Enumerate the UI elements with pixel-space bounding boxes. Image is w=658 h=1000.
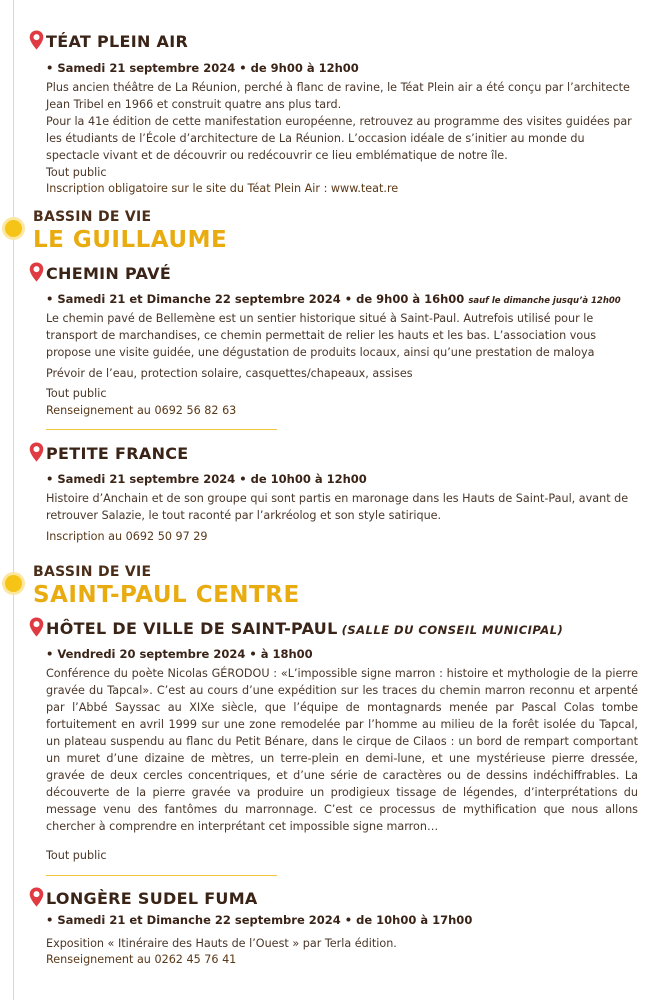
basin-label-saint-paul: BASSIN DE VIE bbox=[33, 564, 152, 580]
timeline-dot bbox=[5, 220, 22, 237]
event-title-teat: TÉAT PLEIN AIR bbox=[46, 32, 189, 51]
event-date-hotel-de-ville: • Vendredi 20 septembre 2024 • à 18h00 bbox=[46, 647, 313, 661]
event-audience-chemin: Tout public bbox=[46, 387, 107, 400]
event-title-petite-france: PETITE FRANCE bbox=[46, 444, 189, 463]
location-pin-icon bbox=[29, 617, 44, 637]
event-date-petite-france: • Samedi 21 septembre 2024 • de 10h00 à 12h00 bbox=[46, 472, 367, 486]
event-description-petite-france: Histoire d’Anchain et de son groupe qui sont partis en maronage dans les Hauts de Saint-Paul, avant de retrouver Salazie, le tout raconté par l’arkréolog et son style satirique. bbox=[46, 492, 629, 522]
event-date-longere: • Samedi 21 et Dimanche 22 septembre 2024 • de 10h00 à 17h00 bbox=[46, 913, 473, 927]
event-description-hotel-de-ville: Conférence du poète Nicolas GÉRODOU : «L’impossible signe marron : histoire et mythologie de la pierre gravée du Tapcal». C’est au cours d’une expédition sur les traces du chemin marron reconnu et arpenté par l’Abbé Sayssac au XIXe siècle, que l’équipe de montagnards menée par Pascal Colas tombe fortuitement en avril 1999 sur une zone remodelée par l’homme au milieu de la forêt isolée du Tapcal, un plateau suspendu au flanc du Petit Bénare, dans le cirque de Cilaos : un bord de rempart comportant un muret d’une dizaine de mètres, un terre-plein en demi-lune, et une mystérieuse pierre dressée, gravée de deux cercles concentriques, et d’une série de caractères ou de dessins indéchiffrables. La découverte de la pierre gravée va produire un prodigieux tissage de légendes, d’interprétations du message venu des fantômes du marronnage. C’est ce processus de mythification que nous allons chercher à comprendre en interprétant cet impossible signe marron… bbox=[46, 667, 638, 833]
event-date-teat: • Samedi 21 septembre 2024 • de 9h00 à 12h00 bbox=[46, 61, 359, 75]
event-title-chemin: CHEMIN PAVÉ bbox=[46, 264, 172, 283]
divider bbox=[46, 875, 277, 876]
event-audience-teat: Tout public bbox=[46, 166, 107, 179]
event-title-hotel-de-ville bbox=[46, 619, 563, 638]
event-audience-hotel-de-ville: Tout public bbox=[46, 849, 107, 862]
event-description-longere: Exposition « Itinéraire des Hauts de l’Ouest » par Terla édition. bbox=[46, 937, 397, 950]
event-description-chemin: Le chemin pavé de Bellemène est un sentier historique situé à Saint-Paul. Autrefois utilisé pour le transport de marchandises, ce chemin permettait de relier les hauts et les bas. L’association vous propose une visite guidée, une dégustation de produits locaux, ainsi qu’une prestation de maloya bbox=[46, 312, 597, 359]
event-info-longere: Renseignement au 0262 45 76 41 bbox=[46, 953, 237, 966]
basin-label-guillaume: BASSIN DE VIE bbox=[33, 209, 152, 225]
location-pin-icon bbox=[29, 30, 44, 50]
event-title-longere: LONGÈRE SUDEL FUMA bbox=[46, 889, 258, 908]
event-title-hotel-de-ville-text: HÔTEL DE VILLE DE SAINT-PAUL bbox=[46, 619, 338, 638]
event-info-petite-france: Inscription au 0692 50 97 29 bbox=[46, 530, 208, 543]
event-info-teat: Inscription obligatoire sur le site du Téat Plein Air : www.teat.re bbox=[46, 182, 399, 195]
event-date-note-chemin: sauf le dimanche jusqu’à 12h00 bbox=[468, 296, 621, 306]
event-date-chemin bbox=[46, 292, 621, 306]
event-advice-chemin: Prévoir de l’eau, protection solaire, casquettes/chapeaux, assises bbox=[46, 367, 413, 380]
event-subtitle-hotel-de-ville: (SALLE DU CONSEIL MUNICIPAL) bbox=[341, 623, 564, 637]
location-pin-icon bbox=[29, 262, 44, 282]
location-pin-icon bbox=[29, 887, 44, 907]
divider bbox=[46, 429, 277, 430]
basin-name-guillaume: LE GUILLAUME bbox=[33, 227, 228, 253]
location-pin-icon bbox=[29, 442, 44, 462]
event-info-chemin: Renseignement au 0692 56 82 63 bbox=[46, 404, 237, 417]
event-description-teat: Plus ancien théâtre de La Réunion, perché à flanc de ravine, le Téat Plein air a été conçu par l’architecte Jean Tribel en 1966 et construit quatre ans plus tard. Pour la 41e édition de cette manifestation européenne, retrouvez au programme des visites guidées par les étudiants de l’École d’architecture de La Réunion. L’occasion idéale de s’initier au monde du spectacle vivant et de découvrir ou redécouvrir ce lieu emblématique de notre île. bbox=[46, 81, 632, 162]
timeline-dot bbox=[5, 575, 22, 592]
event-date-chemin-text: • Samedi 21 et Dimanche 22 septembre 2024 • de 9h00 à 16h00 bbox=[46, 292, 465, 306]
timeline-line bbox=[13, 0, 14, 1000]
basin-name-saint-paul: SAINT-PAUL CENTRE bbox=[33, 582, 300, 608]
